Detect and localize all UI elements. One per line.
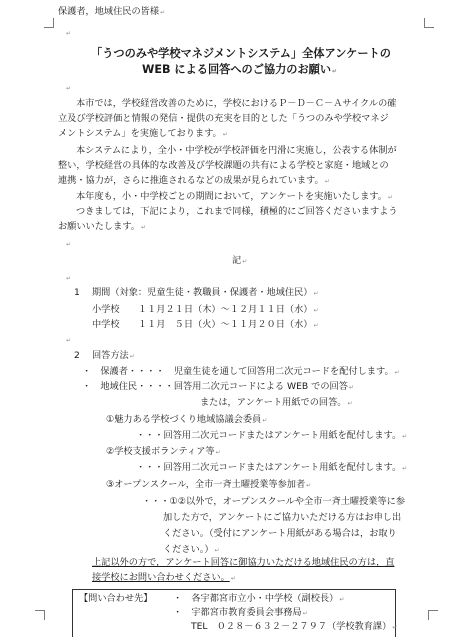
ki-heading — [232, 255, 247, 268]
contact-box — [72, 589, 396, 637]
ki-text: 記 — [232, 255, 242, 266]
contact-line-3-text: TEL ０２８－６３２－２７９７（学校教育課） — [191, 621, 392, 632]
section-1-junior-high-text: 中学校 １１月 ５日（火）～１１月２０日（水） — [92, 319, 313, 330]
section-1-heading — [74, 287, 318, 300]
section-2-item-3-text: ③オープンスクール，全市一斉土曜授業等参加者 — [106, 479, 306, 490]
section-2-item-3 — [106, 479, 311, 492]
section-2-or-text: または，アンケート用紙での回答。 — [200, 397, 347, 408]
paragraph-mark: ↵ — [302, 610, 308, 617]
crop-mark-top-left — [44, 18, 54, 28]
paragraph-mark: ↵ — [140, 224, 146, 231]
section-1-junior-high — [92, 319, 319, 332]
para1-line-1: 本市では，学校経営改善のために，学校におけるＰ－Ｄ－Ｃ－Ａサイクルの確 — [76, 98, 397, 109]
paragraph-mark: ↵ — [306, 482, 312, 489]
section-2-item-2-desc — [136, 462, 407, 475]
paragraph-mark: ↵ — [242, 258, 248, 265]
underline-note-line-1: 上記以外の方で，アンケート回答に御協力いただける地域住民の方は，直 — [92, 557, 395, 568]
section-1-heading-text: 1 期間（対象：児童生徒・教職員・保護者・地域住民） — [74, 287, 313, 298]
section-2-item-2-desc-text: ・・・回答用二次元コードまたはアンケート用紙を配付します。 — [136, 462, 402, 473]
para2-line-1: 本システムにより，全小・中学校が学校評価を円滑に実施し，公表する体制が — [76, 145, 397, 156]
section-2-item-2 — [106, 446, 221, 459]
paragraph-mark: ↵ — [262, 417, 268, 424]
contact-label: 【問い合わせ先】 — [79, 593, 153, 604]
section-1-elementary — [92, 304, 319, 317]
salutation — [58, 6, 165, 19]
section-2-item-1-desc-text: ・・・回答用二次元コードまたはアンケート用紙を配付します。 — [136, 430, 402, 441]
contact-line-2-text: ・ 宇都宮市教育委員会事務局 — [173, 607, 302, 618]
section-2-guardians — [82, 366, 400, 379]
section-2-residents-text: ・ 地域住民・・・・回答用二次元コードによる WEB での回答 — [82, 381, 348, 392]
title-line-2-text: WEB による回答へのご協力のお願い — [142, 63, 332, 76]
paragraph-mark: ↵ — [66, 30, 72, 37]
crop-mark-top-right — [424, 18, 434, 28]
paragraph-mark: ↵ — [66, 241, 72, 248]
para4-line-1: つきましては，下記により，これまで同様，積極的にご回答くださいますよう — [76, 206, 398, 217]
paragraph-mark: ↵ — [215, 449, 221, 456]
section-2-or — [200, 397, 352, 410]
section-2-heading — [74, 350, 135, 363]
paragraph-mark: ↵ — [66, 337, 72, 344]
paragraph-mark: ↵ — [332, 68, 338, 75]
para2-line-3-text: 連携・協力が，さらに推進されるなどの成果が見られています。 — [58, 175, 324, 186]
title-line-1: 「うつのみや学校マネジメントシステム」全体アンケートの — [91, 47, 391, 60]
paragraph-mark: ↵ — [66, 85, 72, 92]
section-2-item-1-desc — [136, 430, 407, 443]
paragraph-mark: ↵ — [160, 9, 166, 16]
paragraph-mark: ↵ — [129, 353, 135, 360]
section-2-guardians-text: ・ 保護者・・・・ 児童生徒を通して回答用二次元コードを配付します。 — [82, 366, 394, 377]
underline-note-line-2-text: 接学校にお問い合わせください。 — [92, 572, 230, 583]
para3-text: 本年度も，小・中学校ごとの期間において，アンケートを実施いたします。 — [76, 191, 387, 202]
paragraph-mark: ↵ — [392, 624, 398, 631]
section-1-elementary-text: 小学校 １１月２１日（木）～１２月１１日（水） — [92, 304, 313, 315]
para1-line-3 — [58, 128, 228, 141]
para2-line-3 — [58, 175, 330, 188]
paragraph-mark: ↵ — [313, 322, 319, 329]
contact-line-1 — [173, 593, 344, 605]
section-2-item-3-desc-line-1: ・・・①②以外で，オープンスクールや全市一斉土曜授業等に参 — [142, 496, 406, 507]
section-2-item-2-text: ②学校支援ボランティア等 — [106, 446, 215, 457]
paragraph-mark: ↵ — [402, 433, 408, 440]
para4-line-2 — [58, 221, 146, 234]
section-2-item-3-desc-line-2: 加した方で，アンケートにご協力いただける方はお申し出 — [163, 512, 402, 523]
underline-note-line-2 — [92, 572, 236, 585]
section-2-item-3-desc-line-4-text: ください。） — [163, 544, 214, 555]
section-2-item-3-desc-line-3: ください。（受付にアンケート用紙がある場合は，お取り — [163, 528, 397, 539]
paragraph-mark: ↵ — [394, 369, 400, 376]
section-2-item-1-text: ①魅力ある学校づくり地域協議会委員 — [106, 414, 262, 425]
crop-mark-bottom-left — [35, 610, 45, 620]
paragraph-mark: ↵ — [66, 275, 72, 282]
contact-line-2 — [173, 607, 308, 619]
title-line-2 — [142, 63, 337, 79]
paragraph-mark: ↵ — [348, 384, 354, 391]
crop-mark-bottom-right — [428, 610, 438, 620]
para3 — [76, 191, 393, 204]
section-2-item-3-desc-line-4 — [163, 544, 220, 557]
section-2-heading-text: 2 回答方法 — [74, 350, 129, 361]
para1-line-3-text: メントシステム」を実施しております。 — [58, 128, 222, 139]
paragraph-mark: ↵ — [230, 575, 236, 582]
paragraph-mark: ↵ — [313, 307, 319, 314]
contact-line-3 — [191, 621, 397, 633]
paragraph-mark: ↵ — [313, 290, 319, 297]
para2-line-2: 整い，学校経営の具体的な改善及び学校課題の共有による学校と家庭・地域との — [58, 160, 389, 171]
salutation-text: 保護者，地域住民の皆様 — [58, 6, 160, 17]
paragraph-mark: ↵ — [402, 465, 408, 472]
para1-line-2: 立及び学校評価と情報の発信・提供の充実を目的とした「うつのみや学校マネジ — [58, 113, 389, 124]
contact-line-1-text: ・ 各宇都宮市立小・中学校（副校長） — [173, 593, 339, 604]
paragraph-mark: ↵ — [339, 596, 345, 603]
paragraph-mark: ↵ — [214, 547, 220, 554]
paragraph-mark: ↵ — [324, 178, 330, 185]
paragraph-mark: ↵ — [387, 194, 393, 201]
section-2-item-1 — [106, 414, 267, 427]
paragraph-mark: ↵ — [222, 131, 228, 138]
section-2-residents — [82, 381, 354, 394]
paragraph-mark: ↵ — [347, 400, 353, 407]
para4-line-2-text: お願いいたします。 — [58, 221, 140, 232]
